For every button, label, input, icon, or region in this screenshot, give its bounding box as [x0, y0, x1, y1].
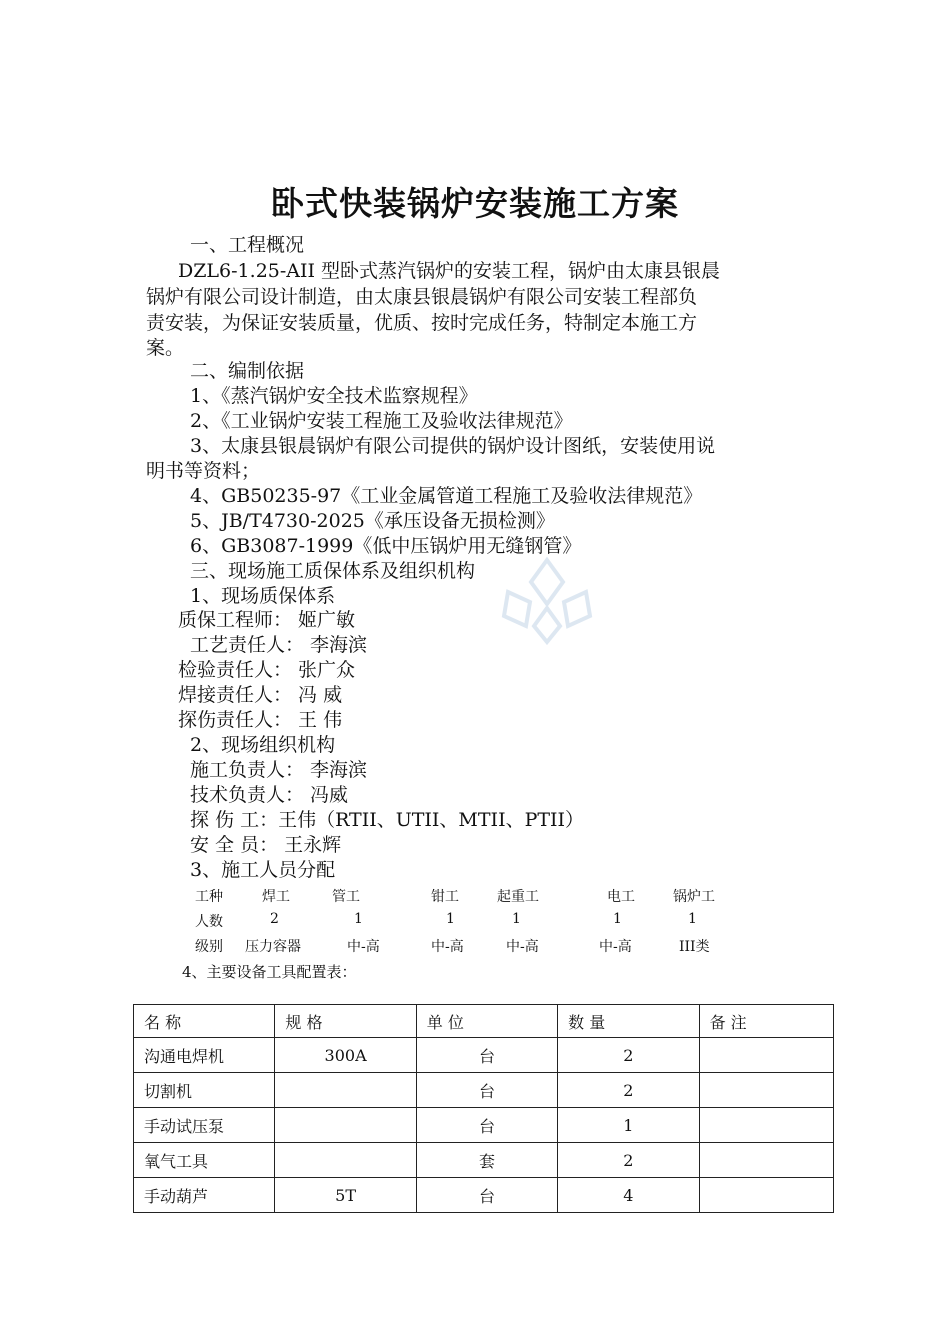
table-cell — [275, 1073, 416, 1108]
staff-cell: 起重工 — [497, 889, 539, 905]
safety-officer: 安 全 员： 王永辉 — [190, 834, 342, 856]
table-cell: 台 — [416, 1073, 557, 1108]
table-row — [134, 1073, 834, 1108]
staff-cell: 2 — [270, 911, 279, 927]
staff-cell: 1 — [613, 911, 622, 927]
table-cell: 切割机 — [134, 1073, 275, 1108]
staff-cell: 1 — [446, 911, 455, 927]
subheading-staff: 3、施工人员分配 — [190, 859, 336, 881]
staff-cell: 中-高 — [431, 939, 464, 955]
subheading-org: 2、现场组织机构 — [190, 734, 336, 756]
table-cell: 4 — [558, 1178, 699, 1213]
staff-cell: 级别 — [195, 939, 223, 955]
basis-item: 4、GB50235-97《工业金属管道工程施工及验收法律规范》 — [190, 485, 703, 507]
table-row — [134, 1038, 834, 1073]
page-title: 卧式快装锅炉安装施工方案 — [271, 184, 679, 223]
table-cell — [699, 1073, 833, 1108]
ndt-worker: 探 伤 工：王伟（RTII、UTII、MTII、PTII） — [190, 809, 585, 831]
table-cell: 300A — [275, 1038, 416, 1073]
table-cell: 手动试压泵 — [134, 1108, 275, 1143]
table-header-row — [134, 1005, 834, 1038]
staff-cell: 人数 — [195, 914, 223, 930]
table-header-cell: 单 位 — [416, 1005, 557, 1038]
basis-item: 5、JB/T4730-2025《承压设备无损检测》 — [190, 510, 555, 532]
table-header-cell: 数 量 — [558, 1005, 699, 1038]
process-owner: 工艺责任人： 李海滨 — [190, 634, 368, 656]
welding-owner: 焊接责任人： 冯 威 — [178, 684, 343, 706]
basis-item: 3、太康县银晨锅炉有限公司提供的锅炉设计图纸，安装使用说 — [190, 435, 716, 457]
table-cell — [699, 1038, 833, 1073]
table-cell: 套 — [416, 1143, 557, 1178]
staff-cell: 管工 — [332, 889, 360, 905]
table-row — [134, 1178, 834, 1213]
basis-item: 2、《工业锅炉安装工程施工及验收法律规范》 — [190, 410, 573, 432]
table-cell — [275, 1108, 416, 1143]
table-row — [134, 1108, 834, 1143]
staff-cell: 锅炉工 — [673, 889, 715, 905]
table-cell: 1 — [558, 1108, 699, 1143]
ndt-owner: 探伤责任人： 王 伟 — [178, 709, 343, 731]
overview-text: 案。 — [146, 337, 185, 359]
table-cell: 台 — [416, 1178, 557, 1213]
basis-item: 1、《蒸汽锅炉安全技术监察规程》 — [190, 385, 478, 407]
basis-item: 明书等资料； — [146, 460, 261, 482]
overview-text: 责安装，为保证安装质量，优质、按时完成任务，特制定本施工方 — [146, 312, 698, 334]
watermark-logo — [488, 552, 606, 648]
qa-engineer: 质保工程师： 姬广敏 — [178, 609, 356, 631]
staff-cell: 钳工 — [431, 889, 459, 905]
table-cell: 手动葫芦 — [134, 1178, 275, 1213]
table-header-cell: 规 格 — [275, 1005, 416, 1038]
table-row — [134, 1143, 834, 1178]
staff-cell: 中-高 — [599, 939, 632, 955]
staff-cell: 电工 — [607, 889, 635, 905]
table-header-cell: 名 称 — [134, 1005, 275, 1038]
staff-cell: 压力容器 — [245, 939, 301, 955]
staff-cell: 1 — [354, 911, 363, 927]
table-header-cell: 备 注 — [699, 1005, 833, 1038]
table-cell — [275, 1143, 416, 1178]
staff-cell: 工种 — [195, 889, 223, 905]
staff-cell: 中-高 — [347, 939, 380, 955]
staff-cell: III类 — [679, 939, 710, 955]
table-cell — [699, 1108, 833, 1143]
table-cell: 2 — [558, 1143, 699, 1178]
table-cell: 5T — [275, 1178, 416, 1213]
section-heading-basis: 二、编制依据 — [190, 360, 305, 382]
section-heading-quality: 三、现场施工质保体系及组织机构 — [190, 560, 476, 582]
overview-text: DZL6-1.25-AII 型卧式蒸汽锅炉的安装工程，锅炉由太康县银晨 — [178, 260, 721, 282]
staff-cell: 1 — [512, 911, 521, 927]
subheading-qa: 1、现场质保体系 — [190, 585, 336, 607]
construction-lead: 施工负责人： 李海滨 — [190, 759, 368, 781]
basis-item: 6、GB3087-1999《低中压锅炉用无缝钢管》 — [190, 535, 582, 557]
table-cell — [699, 1178, 833, 1213]
table-cell: 沟通电焊机 — [134, 1038, 275, 1073]
staff-cell: 焊工 — [262, 889, 290, 905]
table-cell: 2 — [558, 1038, 699, 1073]
overview-text: 锅炉有限公司设计制造，由太康县银晨锅炉有限公司安装工程部负 — [146, 286, 698, 308]
table-cell: 氧气工具 — [134, 1143, 275, 1178]
inspection-owner: 检验责任人： 张广众 — [178, 659, 356, 681]
table-cell — [699, 1143, 833, 1178]
section-heading-overview: 一、工程概况 — [190, 234, 305, 256]
table-cell: 台 — [416, 1038, 557, 1073]
staff-cell: 中-高 — [506, 939, 539, 955]
technical-lead: 技术负责人： 冯威 — [190, 784, 349, 806]
staff-cell: 1 — [688, 911, 697, 927]
equipment-table — [133, 1004, 834, 1213]
subheading-equipment: 4、主要设备工具配置表： — [182, 963, 357, 981]
table-cell: 台 — [416, 1108, 557, 1143]
table-cell: 2 — [558, 1073, 699, 1108]
